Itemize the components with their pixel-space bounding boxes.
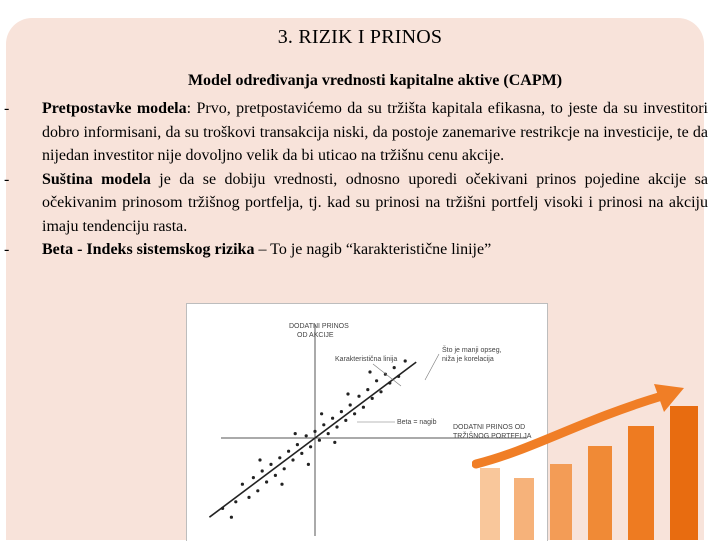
bullet-lead: Suština modela xyxy=(42,170,151,188)
characteristic-line xyxy=(209,362,416,517)
scatter-point xyxy=(300,452,303,455)
scatter-point xyxy=(230,516,233,519)
scatter-point xyxy=(366,388,369,391)
bar-6 xyxy=(670,406,698,540)
bullet-dash: - xyxy=(4,170,10,188)
scatter-point xyxy=(309,445,312,448)
characteristic-line-label: Karakteristična linija xyxy=(335,356,398,363)
scatter-point xyxy=(393,366,396,369)
scatter-point xyxy=(274,474,277,477)
scatter-point xyxy=(313,430,316,433)
bullet-dash: - xyxy=(4,100,10,117)
scatter-point xyxy=(349,403,352,406)
scatter-point xyxy=(258,458,261,461)
bullet-text: – To je nagib “karakteristične linije” xyxy=(254,241,492,258)
y-axis-label-line2: OD AKCIJE xyxy=(297,332,334,339)
scatter-point xyxy=(327,432,330,435)
beta-label: Beta = nagib xyxy=(397,419,437,426)
scatter-point xyxy=(335,425,338,428)
scatter-point xyxy=(371,397,374,400)
scatter-point xyxy=(241,483,244,486)
bar-2 xyxy=(514,478,534,540)
scatter-point xyxy=(291,458,294,461)
scatter-point xyxy=(269,463,272,466)
bullet-lead: Pretpostavke modela xyxy=(42,100,187,117)
scatter-point xyxy=(318,439,321,442)
scatter-point xyxy=(278,456,281,459)
bullet-dash: - xyxy=(4,241,10,258)
scatter-point xyxy=(331,417,334,420)
scatter-point xyxy=(320,412,323,415)
bullet-item-beta xyxy=(4,238,708,262)
scatter-point xyxy=(261,469,264,472)
scatter-point xyxy=(252,476,255,479)
scatter-point xyxy=(287,450,290,453)
bar-4 xyxy=(588,446,612,540)
bullet-text: : Prvo, pretpostavićemo da su tržišta kapitala efikasna, to jeste da su investitori dobro informisani, da su troškovi transakcija niski, da postoje zanemarive restrikcje na investicije, te da nijedan investitor nije dovoljno velik da bi uticao na tržišnu cenu akcije. xyxy=(42,100,708,164)
x-axis-label-line2: TRŽIŠNOG PORTFELJA xyxy=(453,433,532,440)
scatter-point xyxy=(404,359,407,362)
subtitle: Model određivanja vrednosti kapitalne aktive (CAPM) xyxy=(187,72,563,89)
growth-bars-decoration xyxy=(472,380,720,540)
dispersion-note-line1: Što je manji opseg, xyxy=(442,347,502,354)
y-axis-label-line1: DODATNI PRINOS xyxy=(289,323,349,330)
scatter-point xyxy=(294,432,297,435)
scatter-point xyxy=(353,412,356,415)
scatter-point xyxy=(368,370,371,373)
scatter-point xyxy=(296,443,299,446)
scatter-point xyxy=(346,392,349,395)
bullet-lead: Beta - Indeks sistemskog rizika xyxy=(42,241,255,258)
scatter-point xyxy=(280,483,283,486)
scatter-point xyxy=(340,410,343,413)
scatter-point xyxy=(305,434,308,437)
scatter-point xyxy=(247,496,250,499)
scatter-point xyxy=(307,463,310,466)
scatter-point xyxy=(362,406,365,409)
scatter-point xyxy=(344,419,347,422)
scatter-point xyxy=(322,423,325,426)
dispersion-note-line2: niža je korelacija xyxy=(442,356,494,363)
scatter-point xyxy=(379,390,382,393)
dispersion-leader xyxy=(425,354,439,380)
bar-1 xyxy=(480,468,500,540)
scatter-point xyxy=(265,480,268,483)
scatter-point xyxy=(283,467,286,470)
slide-title: 3. RIZIK I PRINOS xyxy=(277,26,443,48)
bullet-item-assumptions xyxy=(4,97,708,168)
bullet-item-essence xyxy=(4,168,708,239)
x-axis-label-line1: DODATNI PRINOS OD xyxy=(453,424,526,431)
scatter-point xyxy=(256,489,259,492)
bullet-list xyxy=(4,97,708,262)
scatter-point xyxy=(234,500,237,503)
bar-3 xyxy=(550,464,572,540)
scatter-point xyxy=(375,379,378,382)
bullet-text: je da se dobiju vrednosti, odnosno uporedi očekivani prinos pojedine akcije sa očekivanim prinosom tržišnog portfelja, tj. kad su prinosi na tržišni portfelj visoki i prinosi na akciju imaju tendenciju rasta. xyxy=(42,170,709,235)
line-label-leader xyxy=(373,364,401,386)
bar-5 xyxy=(628,426,654,540)
scatter-point xyxy=(357,395,360,398)
scatter-point xyxy=(333,441,336,444)
